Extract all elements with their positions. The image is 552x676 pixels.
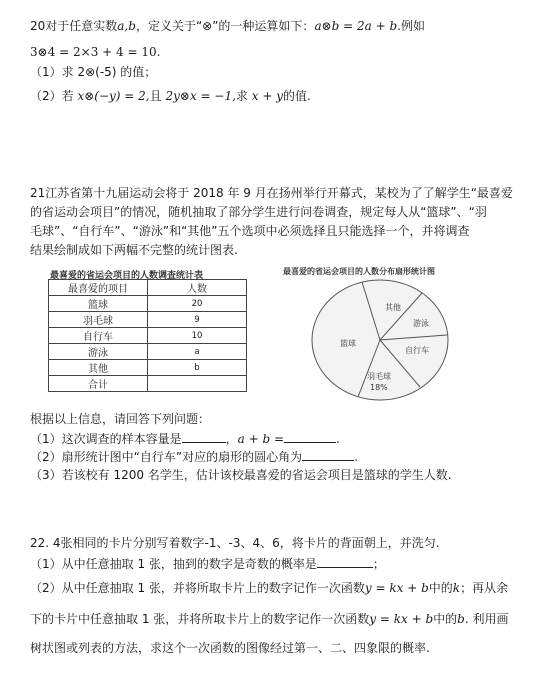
q22-part2c: 树状图或列表的方法，求这个一次函数的图像经过第一、二、四象限的概率. — [30, 641, 430, 655]
q22-p2-mid: 中的 — [428, 581, 453, 595]
q21-p2-suffix: . — [354, 450, 358, 464]
q22-p2b-mid: 中的 — [433, 612, 458, 626]
q21-p1-expr: a + b = — [237, 432, 285, 446]
table-cell-count: b — [148, 360, 247, 376]
q20-vars: a,b — [117, 19, 136, 33]
pie-label-bike: 自行车 — [405, 346, 429, 355]
table-cell-item: 羽毛球 — [49, 312, 148, 328]
q20-ask-expr: x + y — [251, 89, 283, 103]
q22-part2b — [30, 611, 509, 627]
q22-p1-suffix: ； — [372, 557, 385, 571]
q20-part2-mid: 且 — [149, 89, 162, 103]
q22-intro: 22. 4张相同的卡片分别写着数字-1、-3、4、6，将卡片的背面朝上，并洗匀. — [30, 536, 440, 550]
table-cell-item: 篮球 — [49, 296, 148, 312]
q21-p1-suffix: . — [336, 432, 340, 446]
q21-intro-1: 21江苏省第十九届运动会将于 2018 年 9 月在扬州举行开幕式，某校为了了解学生“最喜爱 — [30, 186, 513, 200]
q22-p2b-formula: y = kx + b — [369, 612, 434, 626]
q20-prefix: 20对于任意实数 — [30, 19, 118, 33]
answer-blank — [317, 555, 373, 568]
table-cell-count: 10 — [148, 328, 247, 344]
answer-blank — [182, 430, 226, 443]
stats-table — [48, 279, 247, 392]
q22-p1-prefix: （1）从中任意抽取 1 张，抽到的数字是奇数的概率是 — [30, 557, 317, 571]
table-row — [49, 296, 247, 312]
table-row — [49, 328, 247, 344]
pie-label-swim: 游泳 — [413, 319, 429, 328]
pie-title: 最喜爱的省运会项目的人数分布扇形统计图 — [283, 267, 435, 276]
q20-ask-pre: 求 — [235, 89, 248, 103]
q22-p2-prefix: （2）从中任意抽取 1 张，并将所取卡片上的数字记作一次函数 — [30, 581, 365, 595]
q21-p1-prefix: （1）这次调查的样本容量是 — [30, 432, 182, 446]
q20-cond1: x⊗(−y) = 2, — [77, 89, 150, 103]
pie-label-other: 其他 — [385, 303, 401, 312]
q20-line1 — [30, 18, 425, 34]
table-header-item: 最喜爱的项目 — [49, 280, 148, 296]
q22-p2-formula: y = kx + b — [364, 581, 429, 595]
q22-p2b-prefix: 下的卡片中任意抽取 1 张，并将所取卡片上的数字记作一次函数 — [30, 612, 370, 626]
table-cell-count: 9 — [148, 312, 247, 328]
q21-part3: （3）若该校有 1200 名学生，估计该校最喜爱的省运会项目是篮球的学生人数. — [30, 468, 452, 482]
answer-blank — [284, 430, 336, 443]
q20-example: 3⊗4 = 2×3 + 4 = 10. — [30, 45, 161, 59]
table-cell-item: 游泳 — [49, 344, 148, 360]
q20-ask-post: 的值. — [282, 89, 311, 103]
q22-part2 — [30, 580, 508, 596]
table-header-count: 人数 — [148, 280, 247, 296]
q20-part1: （1）求 2⊗(-5) 的值； — [30, 65, 157, 79]
q20-cond2: 2y⊗x = −1, — [165, 89, 236, 103]
table-title: 最喜爱的省运会项目的人数调查统计表 — [50, 271, 204, 281]
q21-part1 — [30, 430, 340, 447]
table-header-row — [49, 280, 247, 296]
table-cell-count: 20 — [148, 296, 247, 312]
q22-part1 — [30, 555, 385, 572]
q21-intro-4: 结果绘制成如下两幅不完整的统计图表. — [30, 243, 238, 257]
pie-label-badminton: 羽毛球 — [367, 372, 391, 381]
table-cell-count — [148, 376, 247, 392]
q21-p1-sep: ， — [225, 432, 238, 446]
q22-p2-suffix: ；再从余 — [460, 581, 509, 595]
q21-part2 — [30, 448, 358, 465]
q20-formula: a⊗b = 2a + b — [314, 19, 398, 33]
table-row — [49, 376, 247, 392]
q21-intro-3: 毛球”、“自行车”、“游泳”和“其他”五个选项中必须选择且只能选择一个，并将调查 — [30, 224, 470, 238]
q21-intro-2: 的省运动会项目”的情况，随机抽取了部分学生进行问卷调查，规定每人从“篮球”、“羽 — [30, 205, 487, 219]
q22-p2b-var: b — [457, 612, 465, 626]
q21-p2-prefix: （2）扇形统计图中“自行车”对应的扇形的圆心角为 — [30, 450, 303, 464]
pie-label-badminton-pct: 18% — [370, 383, 388, 392]
q20-part2-prefix: （2）若 — [30, 89, 74, 103]
pie-label-basketball: 篮球 — [340, 339, 356, 348]
table-row — [49, 360, 247, 376]
q20-part2 — [30, 88, 311, 104]
table-cell-item: 自行车 — [49, 328, 148, 344]
table-cell-item: 其他 — [49, 360, 148, 376]
q20-suffix: .例如 — [397, 19, 425, 33]
q20-mid: ，定义关于“⊗”的一种运算如下： — [135, 19, 315, 33]
table-cell-item: 合计 — [49, 376, 148, 392]
q22-p2-var: k — [452, 581, 461, 595]
table-cell-count: a — [148, 344, 247, 360]
answer-blank — [302, 448, 354, 461]
table-row — [49, 312, 247, 328]
q21-question-intro: 根据以上信息，请回答下列问题： — [30, 412, 211, 426]
q22-p2b-suffix: . 利用画 — [464, 612, 509, 626]
table-row — [49, 344, 247, 360]
